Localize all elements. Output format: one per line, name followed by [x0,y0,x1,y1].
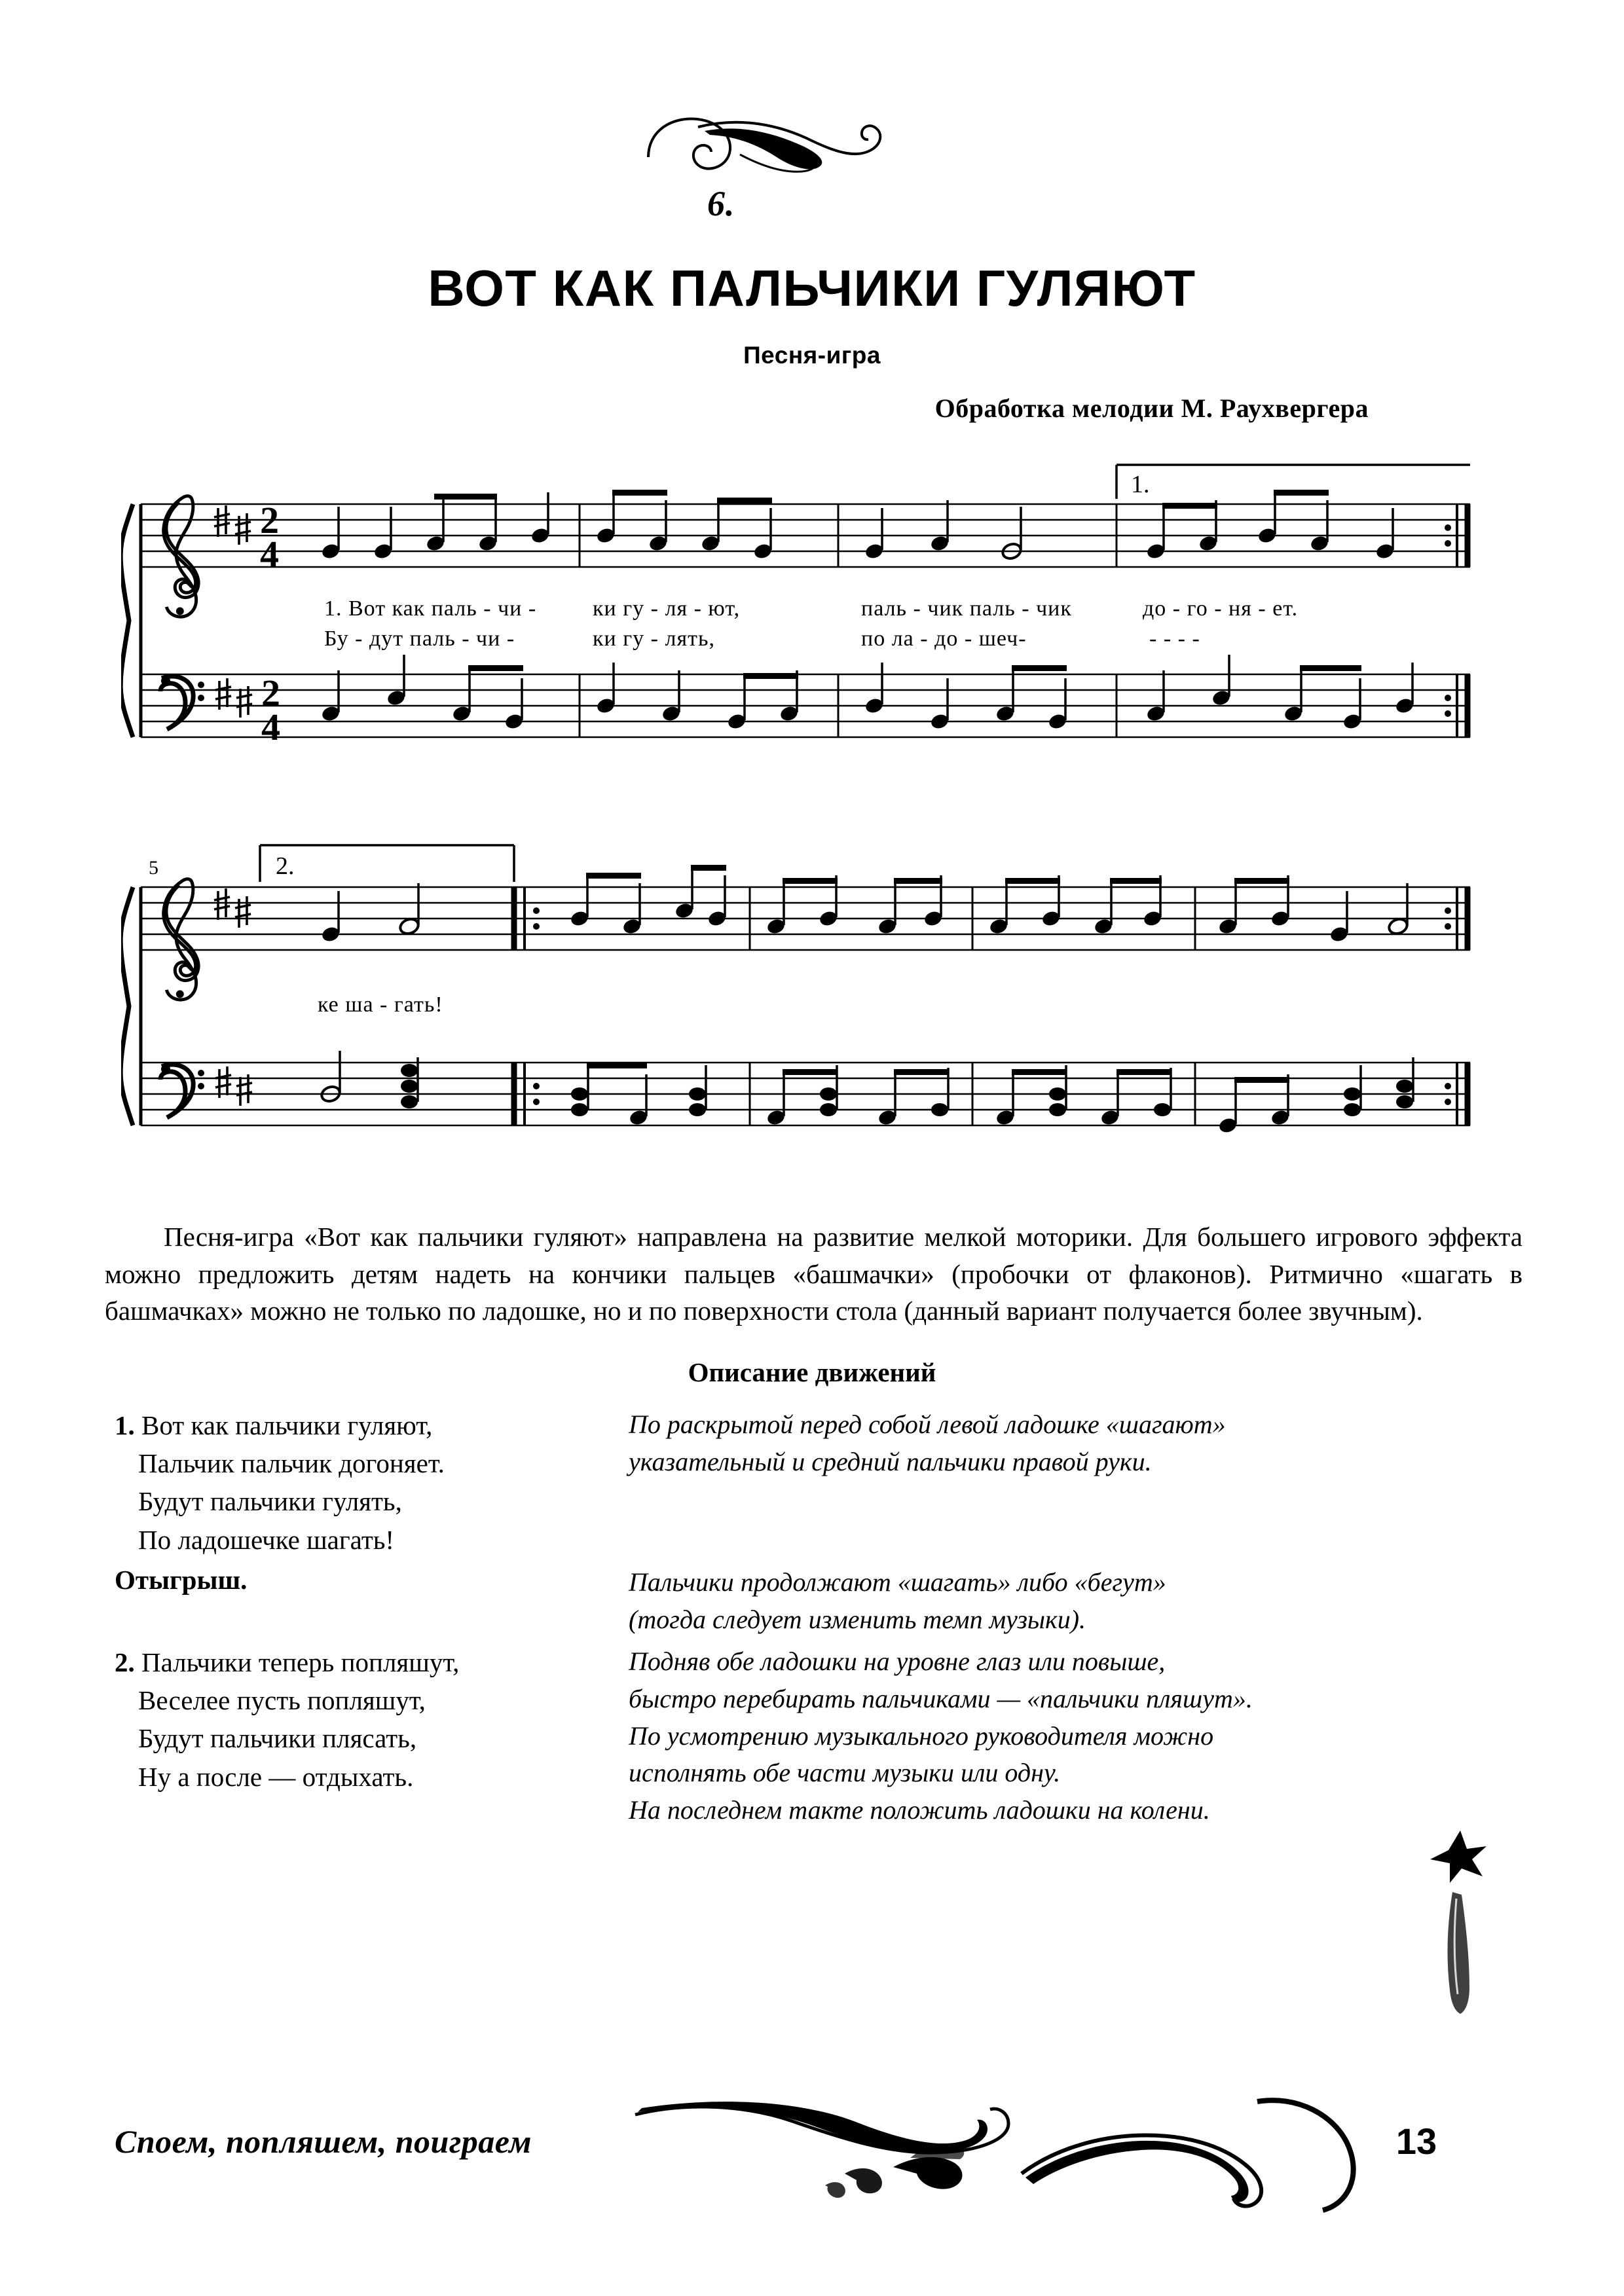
interlude-desc-line-1: Пальчики продолжают «шагать» либо «бегут» [629,1567,1166,1597]
song-credit: Обработка мелодии М. Раухвергера [934,393,1369,423]
svg-text:по ла - до - шеч-: по ла - до - шеч- [861,627,1027,651]
verse-2-number: 2. [115,1647,135,1677]
song-subtitle: Песня-игра [743,342,881,369]
verse-1-desc-line-2: указательный и средний пальчики правой руки. [629,1446,1152,1476]
interlude-label: Отыгрыш. [115,1565,248,1595]
svg-text:1.: 1. [1131,471,1150,498]
verse-2-line-2: Веселее пусть попляшут, [138,1685,426,1716]
interlude-desc-line-2: (тогда следует изменить темп музыки). [629,1604,1086,1634]
verse-1-number: 1. [115,1410,135,1440]
verse-2-line-3: Будут пальчики плясать, [138,1723,417,1754]
svg-text:- - - -: - - - - [1149,627,1200,651]
svg-text:2.: 2. [276,852,295,880]
decorative-flourish-top [642,105,917,210]
verse-2-desc-line-3: По усмотрению музыкального руководителя можно [629,1721,1214,1751]
song-number: 6. [707,184,735,223]
verse-2-desc-line-5: На последнем такте положить ладошки на колени. [629,1795,1210,1825]
svg-text:ке ша - гать!: ке ша - гать! [318,993,443,1017]
verse-1-line-3: Будут пальчики гулять, [138,1486,402,1517]
page-title: ВОТ КАК ПАЛЬЧИКИ ГУЛЯЮТ [428,259,1196,317]
verse-1-description [629,1406,1447,1481]
intro-paragraph: Песня-игра «Вот как пальчики гуляют» направлена на развитие мелкой моторики. Для большего игрового эффекта можно предложить детям надеть на кончики пальцев «башмачки» (пробочки от флаконов). Ритмично «шагать в башмачках» можно не только по ладошке, но и по поверхности стола (данный вариант получается более звучным). [105,1222,1522,1326]
verse-1-desc-line-1: По раскрытой перед собой левой ладошке «шагают» [629,1410,1226,1439]
verse-2-desc-line-1: Подняв обе ладошки на уровне глаз или повыше, [629,1647,1166,1676]
verse-2-lyrics [115,1643,632,1796]
verse-1-line-1: Вот как пальчики гуляют, [141,1410,433,1440]
svg-text:2: 2 [260,499,279,541]
music-system-2 [121,822,1490,1169]
svg-text:ки гу - ля - ют,: ки гу - ля - ют, [593,596,741,621]
verse-1-lyrics [115,1406,632,1559]
svg-text:ки гу - лять,: ки гу - лять, [593,627,715,651]
svg-text:1. Вот как паль - чи -: 1. Вот как паль - чи - [324,596,537,621]
svg-text:паль - чик паль - чик: паль - чик паль - чик [861,596,1072,621]
svg-text:4: 4 [260,533,279,575]
svg-text:4: 4 [261,706,280,748]
star-decoration-icon [1421,1827,1500,2023]
svg-text:2: 2 [261,672,280,714]
verse-2-line-1: Пальчики теперь попляшут, [141,1647,460,1677]
verse-2-desc-line-2: быстро перебирать пальчиками — «пальчики пляшут». [629,1683,1253,1713]
interlude-description [629,1564,1447,1639]
verse-1-line-2: Пальчик пальчик догоняет. [138,1448,445,1479]
page-number: 13 [1395,2121,1437,2162]
verse-2-description [629,1643,1447,1829]
verse-2-line-4: Ну а после — отдыхать. [138,1761,414,1792]
footer-series-title: Споем, попляшем, поиграем [115,2123,532,2160]
music-system-1 [121,452,1490,779]
verse-1-line-4: По ладошечке шагать! [138,1524,395,1555]
svg-text:до - го - ня - ет.: до - го - ня - ет. [1143,596,1299,621]
moves-heading: Описание движений [688,1357,936,1387]
decorative-flourish-bottom [629,2075,1375,2213]
verse-2-desc-line-4: исполнять обе части музыки или одну. [629,1758,1061,1788]
svg-text:Бу - дут паль - чи -: Бу - дут паль - чи - [324,627,515,651]
svg-text:5: 5 [149,857,158,879]
